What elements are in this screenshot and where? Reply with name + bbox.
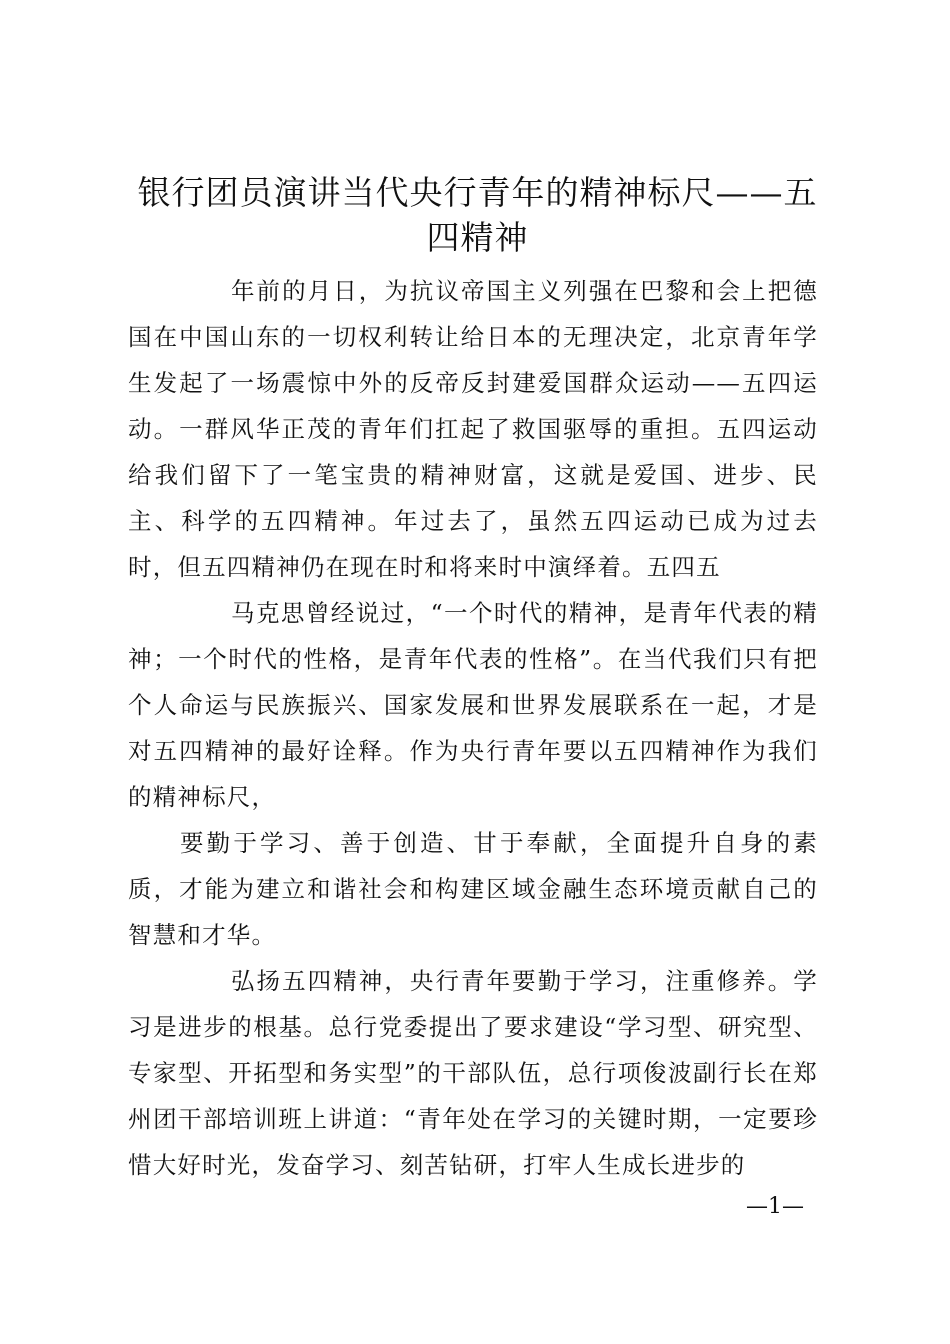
paragraph-marx-quote: 马克思曾经说过，“一个时代的精神，是青年代表的精神；一个时代的性格，是青年代表的性格”。在当代我们只有把个人命运与民族振兴、国家发展和世界发展联系在一起，才是对五四精神的最好诠释。作为央行青年要以五四精神作为我们的精神标尺， <box>128 599 818 811</box>
document-title: 银行团员演讲当代央行青年的精神标尺——五四精神 <box>137 173 818 257</box>
paragraph-diligent-study: 要勤于学习、善于创造、甘于奉献，全面提升自身的素质，才能为建立和谐社会和构建区域金融生态环境贡献自己的智慧和才华。 <box>128 829 818 949</box>
page-number: —1— <box>746 1194 804 1219</box>
paragraph-may-fourth-history: 年前的月日，为抗议帝国主义列强在巴黎和会上把德国在中国山东的一切权利转让给日本的无理决定，北京青年学生发起了一场震惊中外的反帝反封建爱国群众运动——五四运动。一群风华正茂的青年们扛起了救国驱辱的重担。五四运动给我们留下了一笔宝贵的精神财富，这就是爱国、进步、民主、科学的五四精神。年过去了，虽然五四运动已成为过去时，但五四精神仍在现在时和将来时中演绎着。五四五 <box>128 277 818 581</box>
paragraph-carry-forward-spirit: 弘扬五四精神，央行青年要勤于学习，注重修养。学习是进步的根基。总行党委提出了要求建设“学习型、研究型、专家型、开拓型和务实型”的干部队伍，总行项俊波副行长在郑州团干部培训班上讲道：“青年处在学习的关键时期，一定要珍惜大好时光，发奋学习、刻苦钻研，打牢人生成长进步的 <box>128 967 818 1179</box>
